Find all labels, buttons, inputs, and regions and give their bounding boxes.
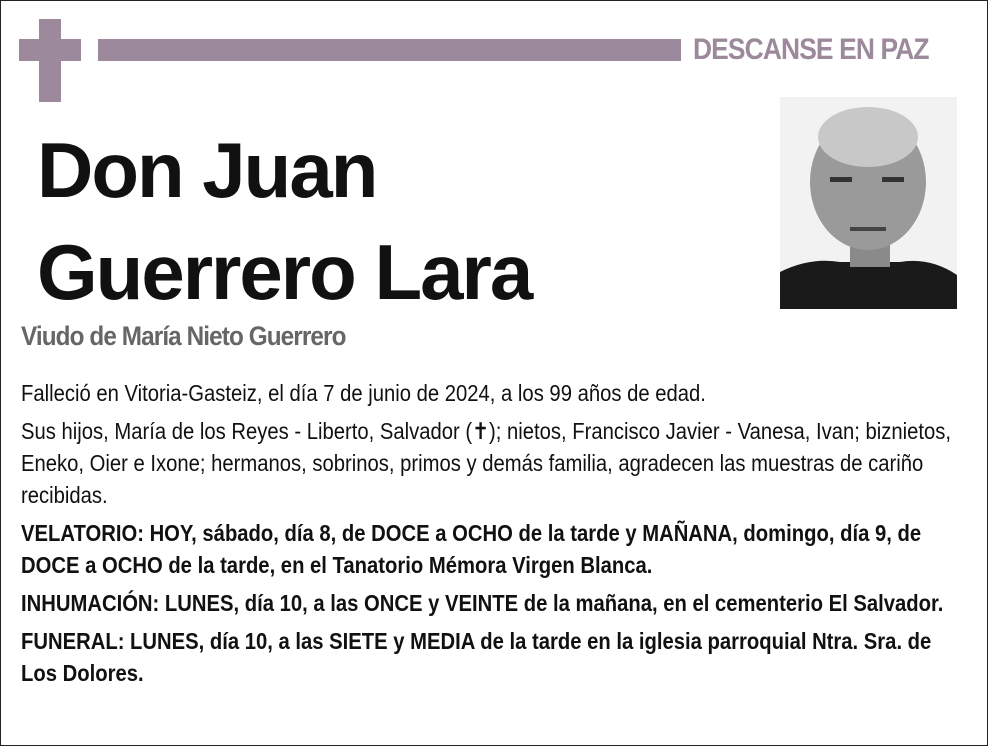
- name-line-2: Guerrero Lara: [37, 228, 532, 316]
- header-title: DESCANSE EN PAZ: [693, 33, 929, 66]
- velatorio-notice: VELATORIO: HOY, sábado, día 8, de DOCE a OCHO de la tarde y MAÑANA, domingo, día 9, de DOCE a OCHO de la tarde, en el Tanatorio Mémora Virgen Blanca.: [21, 520, 922, 578]
- header-bar: [98, 39, 681, 61]
- funeral-notice: FUNERAL: LUNES, día 10, a las SIETE y MEDIA de la tarde en la iglesia parroquial Ntra. Sra. de Los Dolores.: [21, 628, 932, 686]
- deceased-name: [37, 119, 531, 323]
- portrait-photo: [780, 97, 957, 309]
- obituary-body: [21, 377, 954, 695]
- cross-icon-arm: [19, 39, 81, 61]
- death-notice: Falleció en Vitoria-Gasteiz, el día 7 de junio de 2024, a los 99 años de edad.: [21, 380, 706, 406]
- inhumacion-notice: INHUMACIÓN: LUNES, día 10, a las ONCE y VEINTE de la mañana, en el cementerio El Salvador.: [21, 590, 944, 616]
- name-line-1: Don Juan: [37, 126, 377, 214]
- family-notice: Sus hijos, María de los Reyes - Liberto, Salvador (✝); nietos, Francisco Javier - Vanesa, Ivan; biznietos, Eneko, Oier e Ixone; hermanos, sobrinos, primos y demás familia, agradecen las muestras de cariño recibidas.: [21, 418, 952, 508]
- subtitle: Viudo de María Nieto Guerrero: [21, 321, 346, 351]
